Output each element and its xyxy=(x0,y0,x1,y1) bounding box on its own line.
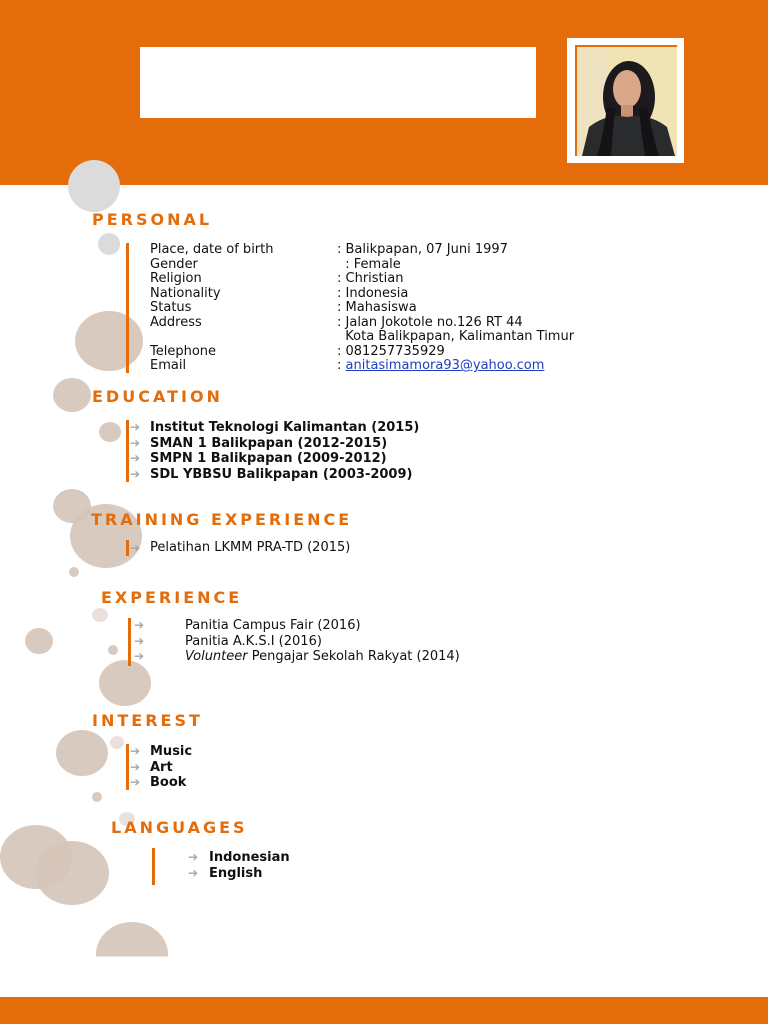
email-colon: : xyxy=(337,358,342,373)
label-status: Status xyxy=(150,300,192,315)
education-item: Institut Teknologi Kalimantan (2015) xyxy=(150,420,420,435)
education-item: SMPN 1 Balikpapan (2009-2012) xyxy=(150,451,387,466)
language-item: Indonesian xyxy=(209,850,290,865)
arrow-right-icon: ➔ xyxy=(130,759,141,774)
experience-item: Panitia A.K.S.I (2016) xyxy=(185,633,322,649)
label-religion: Religion xyxy=(150,271,202,286)
section-bar-training xyxy=(126,540,129,556)
arrow-right-icon: ➔ xyxy=(130,451,141,465)
volunteer-word: Volunteer xyxy=(185,649,248,664)
section-title-interest: INTEREST xyxy=(92,711,203,730)
section-title-education: EDUCATION xyxy=(92,387,223,406)
decorative-circle xyxy=(25,628,53,654)
value-nationality: : Indonesia xyxy=(337,285,409,301)
value-telephone: : 081257735929 xyxy=(337,343,445,359)
training-item: Pelatihan LKMM PRA-TD (2015) xyxy=(150,540,351,555)
arrow-right-icon: ➔ xyxy=(130,744,141,758)
volunteer-rest: Pengajar Sekolah Rakyat (2014) xyxy=(247,649,460,664)
decorative-circle xyxy=(56,730,108,776)
email-link[interactable]: anitasimamora93@yahoo.com xyxy=(345,358,545,373)
section-bar-personal xyxy=(126,243,129,373)
arrow-right-icon: ➔ xyxy=(188,850,199,864)
profile-photo-frame xyxy=(567,38,684,163)
decorative-circle xyxy=(99,660,151,706)
arrow-right-icon: ➔ xyxy=(188,866,199,880)
decorative-circle xyxy=(75,311,143,371)
arrow-right-icon: ➔ xyxy=(130,541,141,555)
label-place-date-of-birth: Place, date of birth xyxy=(150,242,274,257)
value-gender: : Female xyxy=(337,256,401,272)
decorative-circle xyxy=(108,645,118,655)
section-bar-interest xyxy=(126,744,129,790)
arrow-right-icon: ➔ xyxy=(134,649,145,663)
decorative-circle xyxy=(98,233,120,255)
profile-photo xyxy=(575,45,677,156)
section-title-training: TRAINING EXPERIENCE xyxy=(91,510,353,529)
section-bar-languages xyxy=(152,848,155,885)
value-email xyxy=(337,359,544,374)
label-nationality: Nationality xyxy=(150,285,221,301)
experience-item: Panitia Campus Fair (2016) xyxy=(185,618,361,633)
label-address: Address xyxy=(150,314,202,330)
interest-item: Music xyxy=(150,744,193,759)
interest-item: Art xyxy=(150,759,173,775)
label-email: Email xyxy=(150,358,187,373)
label-telephone: Telephone xyxy=(150,343,217,359)
arrow-right-icon: ➔ xyxy=(130,435,141,450)
decorative-circle xyxy=(35,841,109,905)
value-address-line1: : Jalan Jokotole no.126 RT 44 xyxy=(337,314,523,330)
education-item: SDL YBBSU Balikpapan (2003-2009) xyxy=(150,466,413,482)
arrow-right-icon: ➔ xyxy=(134,618,145,632)
decorative-circle xyxy=(99,422,121,442)
section-title-languages: LANGUAGES xyxy=(111,818,248,837)
value-religion: : Christian xyxy=(337,271,404,286)
education-item: SMAN 1 Balikpapan (2012-2015) xyxy=(150,435,388,451)
decorative-circle xyxy=(92,792,102,802)
arrow-right-icon: ➔ xyxy=(130,420,141,434)
section-title-experience: EXPERIENCE xyxy=(101,588,243,607)
decorative-circle xyxy=(53,378,91,412)
arrow-right-icon: ➔ xyxy=(134,633,145,648)
section-bar-experience xyxy=(128,618,131,666)
decorative-circle xyxy=(68,160,120,212)
decorative-circle xyxy=(69,567,79,577)
decorative-circle xyxy=(110,736,124,749)
decorative-circle xyxy=(92,608,108,622)
value-place-date-of-birth: : Balikpapan, 07 Juni 1997 xyxy=(337,242,508,257)
arrow-right-icon: ➔ xyxy=(130,775,141,789)
label-gender: Gender xyxy=(150,256,198,272)
section-title-personal: PERSONAL xyxy=(92,210,213,229)
footer-band xyxy=(0,997,768,1024)
language-item: English xyxy=(209,866,263,881)
section-bar-education xyxy=(126,420,129,482)
name-box xyxy=(140,47,536,118)
decorative-circle xyxy=(96,922,168,986)
interest-item: Book xyxy=(150,775,187,790)
experience-item xyxy=(185,649,460,664)
value-status: : Mahasiswa xyxy=(337,300,417,315)
arrow-right-icon: ➔ xyxy=(130,466,141,481)
value-address-line2: Kota Balikpapan, Kalimantan Timur xyxy=(337,329,575,344)
